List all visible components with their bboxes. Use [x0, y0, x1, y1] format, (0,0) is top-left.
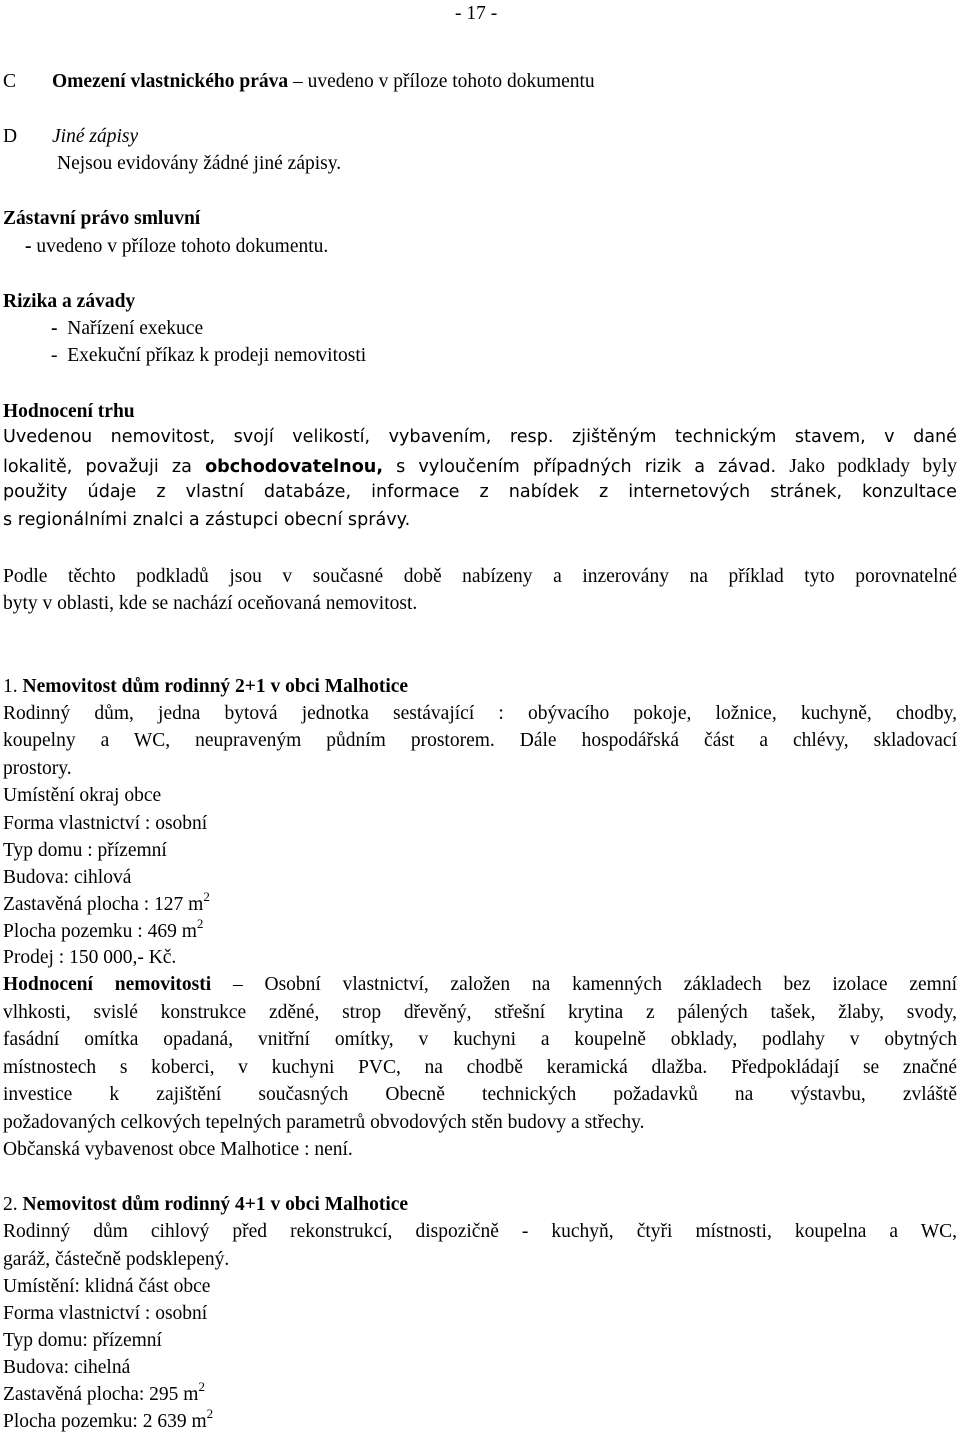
property2-plot-area: Plocha pozemku: 2 639 $m^2$: [3, 1406, 214, 1432]
market-text-line: použity údaje z vlastní databáze, informace z nabídek z internetových stránek, konzultace: [3, 482, 957, 502]
property1-price: Prodej : 150 000,- Kč.: [3, 947, 177, 968]
property1-eval-line: místnostech s koberci, v kuchyni PVC, na chodbě keramická dlažba. Předpokládají se značné: [3, 1057, 957, 1078]
risks-title: Rizika a závady: [3, 291, 136, 312]
property1-eval-line: fasádní omítka opadaná, vnitřní omítky, v kuchyni a koupelně obklady, podlahy v obytných: [3, 1029, 957, 1050]
property1-ownership: Forma vlastnictví : osobní: [3, 813, 208, 834]
property1-building: Budova: cihlová: [3, 867, 132, 888]
market-text-line: s regionálními znalci a zástupci obecní správy.: [3, 510, 411, 530]
property2-ownership: Forma vlastnictví : osobní: [3, 1303, 208, 1324]
section-c-letter: C: [3, 71, 17, 92]
property1-desc-line: koupelny a WC, neupraveným půdním prostorem. Dále hospodářská část a chlévy, skladovací: [3, 730, 957, 751]
property1-eval-line: vlhkosti, svislé konstrukce zděné, strop dřevěný, střešní krytina z pálených tašek, žlaby, svody,: [3, 1002, 957, 1023]
section-c-line: [52, 72, 595, 92]
property1-eval-line: požadovaných celkových tepelných parametrů obvodových stěn budovy a střechy.: [3, 1112, 645, 1133]
property1-built-area: Zastavěná plocha : 127 $m^2$: [3, 889, 210, 915]
section-d-title: Jiné zápisy: [52, 126, 139, 147]
property2-location: Umístění: klidná část obce: [3, 1276, 211, 1297]
property2-house-type: Typ domu: přízemní: [3, 1330, 162, 1351]
property1-amenities: Občanská vybavenost obce Malhotice : není.: [3, 1139, 353, 1160]
intro-line: Podle těchto podkladů jsou v současné době nabízeny a inzerovány na příklad tyto porovnatelné: [3, 566, 957, 587]
market-text-line: lokalitě, považuji za obchodovatelnou, s vyloučením případných rizik a závad. Jako podklady byly: [3, 456, 958, 477]
lien-title: Zástavní právo smluvní: [3, 208, 201, 229]
property2-building: Budova: cihelná: [3, 1357, 131, 1378]
property1-eval-line: investice k zajištění současných Obecně technických požadavků na výstavbu, zvláště: [3, 1084, 957, 1105]
lien-item: - uvedeno v příloze tohoto dokumentu.: [25, 236, 329, 257]
property1-desc-line: Rodinný dům, jedna bytová jednotka sestávající : obývacího pokoje, ložnice, kuchyně, chodby,: [3, 703, 957, 724]
section-d-body: Nejsou evidovány žádné jiné zápisy.: [57, 153, 342, 174]
property1-plot-area: Plocha pozemku : 469 $m^2$: [3, 916, 204, 942]
risk-item: - Nařízení exekuce: [51, 318, 204, 339]
property1-house-type: Typ domu : přízemní: [3, 840, 167, 861]
intro-line: byty v oblasti, kde se nachází oceňovaná nemovitost.: [3, 593, 418, 614]
market-title: Hodnocení trhu: [3, 401, 135, 422]
section-c-rest: – uvedeno v příloze tohoto dokumentu: [293, 71, 595, 92]
risk-item: - Exekuční příkaz k prodeji nemovitosti: [51, 345, 367, 366]
market-text-line: Uvedenou nemovitost, svojí velikostí, vybavením, resp. zjištěným technickým stavem, v dané: [3, 427, 957, 447]
property2-heading: 2. Nemovitost dům rodinný 4+1 v obci Malhotice: [3, 1194, 409, 1215]
property1-location: Umístění okraj obce: [3, 785, 162, 806]
property1-heading: 1. Nemovitost dům rodinný 2+1 v obci Malhotice: [3, 676, 409, 697]
property1-eval-line: Hodnocení nemovitosti – Osobní vlastnictví, založen na kamenných základech bez izolace zemní: [3, 974, 957, 995]
property2-desc-line: garáž, částečně podsklepený.: [3, 1249, 230, 1270]
section-d-letter: D: [3, 126, 18, 147]
property1-desc-line: prostory.: [3, 758, 72, 779]
property2-desc-line: Rodinný dům cihlový před rekonstrukcí, dispozičně - kuchyň, čtyři místnosti, koupelna a WC,: [3, 1221, 957, 1242]
section-c-title: Omezení vlastnického práva: [52, 71, 289, 92]
property2-built-area: Zastavěná plocha: 295 $m^2$: [3, 1379, 205, 1405]
page-number: - 17 -: [455, 3, 498, 24]
